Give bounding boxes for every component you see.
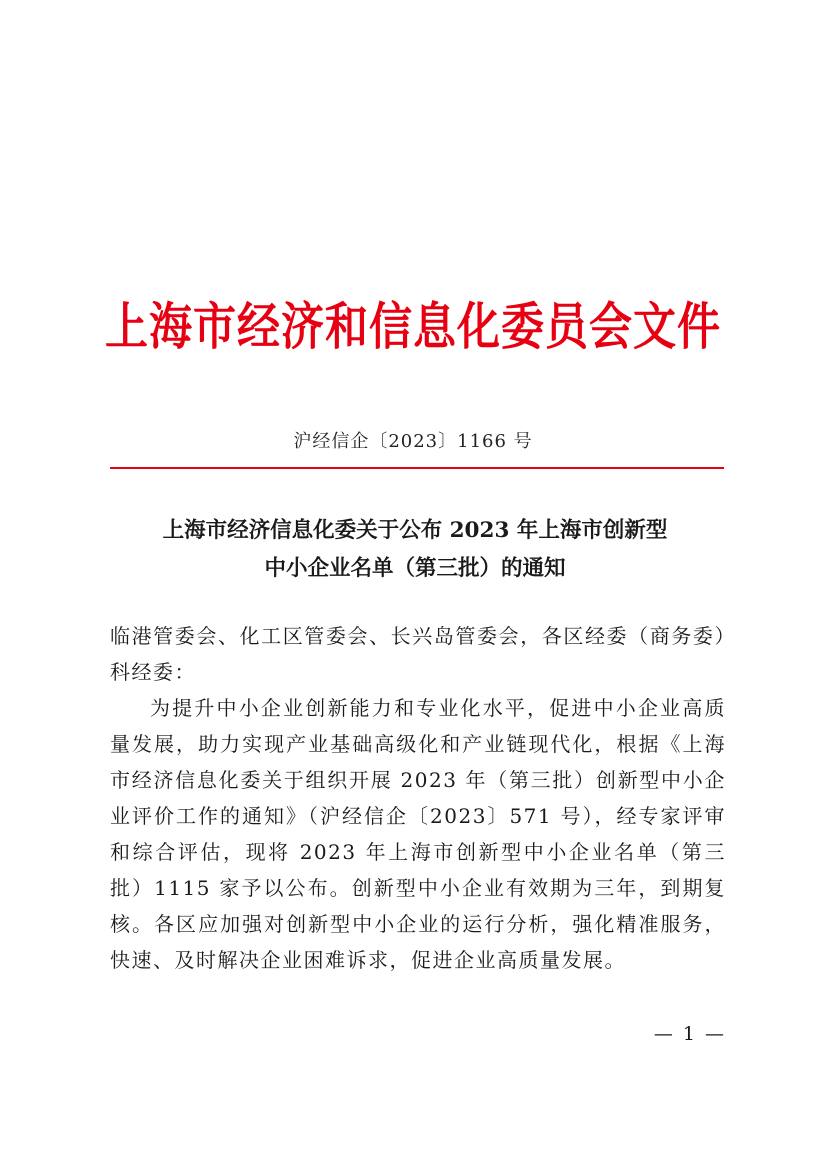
notice-title-line-2: 中小企业名单（第三批）的通知 xyxy=(264,556,566,581)
addressee-line: 临港管委会、化工区管委会、长兴岛管委会，各区经委（商务委）科经委： xyxy=(110,624,726,684)
notice-body xyxy=(110,618,726,978)
notice-title xyxy=(100,512,730,588)
body-paragraph: 为提升中小企业创新能力和专业化水平，促进中小企业高质量发展，助力实现产业基础高级化和产业链现代化，根据《上海市经济信息化委关于组织开展 2023 年（第三批）创新型中小企业评价工作的通知》（沪经信企〔2023〕571 号），经专家评审和综合评估，现将 2023 年上海市创新型中小企业名单（第三批）1115 家予以公布。创新型中小企业有效期为三年，到期复核。各区应加强对创新型中小企业的运行分析，强化精准服务，快速、及时解决企业困难诉求，促进企业高质量发展。 xyxy=(110,696,726,972)
page-number: — 1 — xyxy=(653,1023,726,1045)
notice-title-line-1: 上海市经济信息化委关于公布 2023 年上海市创新型 xyxy=(162,518,668,543)
document-number: 沪经信企〔2023〕1166 号 xyxy=(293,431,533,452)
red-divider-rule xyxy=(110,467,724,469)
masthead-title: 上海市经济和信息化委员会文件 xyxy=(105,297,721,357)
